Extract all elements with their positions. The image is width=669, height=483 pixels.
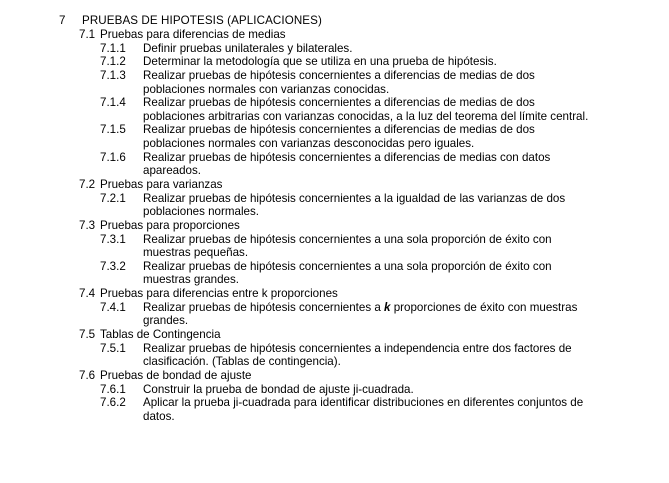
chapter-heading <box>0 14 669 28</box>
list-item <box>0 383 669 397</box>
section-title: Pruebas para diferencias entre k proporciones <box>100 286 338 300</box>
item-number: 7.6.1 <box>100 382 126 396</box>
item-number: 7.2.1 <box>100 191 126 205</box>
item-text-emphasis: k <box>384 300 391 314</box>
item-text: Construir la prueba de bondad de ajuste ji-cuadrada. <box>143 382 414 396</box>
item-number: 7.5.1 <box>100 341 126 355</box>
item-text-end: proporciones de éxito con muestras grandes. <box>143 300 578 328</box>
section-title: Pruebas para proporciones <box>100 218 240 232</box>
item-number: 7.1.1 <box>100 41 126 55</box>
item-number: 7.3.2 <box>100 259 126 273</box>
item-number: 7.4.1 <box>100 300 126 314</box>
item-number: 7.1.2 <box>100 55 126 69</box>
section-heading <box>0 287 669 301</box>
item-number: 7.1.4 <box>100 96 126 110</box>
item-text <box>143 301 591 328</box>
list-item <box>0 233 669 260</box>
list-item <box>0 301 669 328</box>
section-title: Tablas de Contingencia <box>100 327 221 341</box>
section-number: 7.6 <box>79 368 96 382</box>
item-text: Realizar pruebas de hipótesis concernientes a una sola proporción de éxito con muestras pequeñas. <box>143 232 552 260</box>
list-item <box>0 192 669 219</box>
list-item <box>0 69 669 96</box>
list-item <box>0 123 669 150</box>
item-text: Aplicar la prueba ji-cuadrada para identificar distribuciones en diferentes conjuntos de datos. <box>143 396 584 423</box>
list-item <box>0 55 669 69</box>
section-title: Pruebas de bondad de ajuste <box>100 368 252 382</box>
list-item <box>0 260 669 287</box>
item-number: 7.1.5 <box>100 123 126 137</box>
section-heading <box>0 369 669 383</box>
section-number: 7.3 <box>79 218 96 232</box>
item-number: 7.1.3 <box>100 68 126 82</box>
section-title: Pruebas para varianzas <box>100 177 223 191</box>
item-number: 7.3.1 <box>100 232 126 246</box>
section-number: 7.4 <box>79 286 96 300</box>
list-item <box>0 342 669 369</box>
item-number: 7.6.2 <box>100 396 126 410</box>
item-text: Definir pruebas unilaterales y bilaterales. <box>143 41 353 55</box>
chapter-title: PRUEBAS DE HIPOTESIS (APLICACIONES) <box>82 14 322 27</box>
item-text: Realizar pruebas de hipótesis concernientes a la igualdad de las varianzas de dos poblaciones normales. <box>143 191 566 219</box>
list-item <box>0 396 669 423</box>
item-number: 7.1.6 <box>100 150 126 164</box>
chapter-number: 7 <box>59 14 66 27</box>
section-heading <box>0 219 669 233</box>
section-title: Pruebas para diferencias de medias <box>100 28 286 41</box>
list-item <box>0 151 669 178</box>
section-number: 7.5 <box>79 327 96 341</box>
section-heading <box>0 328 669 342</box>
section-heading <box>0 178 669 192</box>
list-item <box>0 42 669 56</box>
list-item <box>0 96 669 123</box>
section-number: 7.2 <box>79 177 96 191</box>
section-number: 7.1 <box>79 28 96 41</box>
item-text: Realizar pruebas de hipótesis concernientes a diferencias de medias de dos poblaciones normales con varianzas desconocidas pero iguales. <box>143 123 535 150</box>
item-text: Realizar pruebas de hipótesis concernientes a diferencias de medias con datos apareados. <box>143 150 551 178</box>
item-text: Determinar la metodología que se utiliza en una prueba de hipótesis. <box>143 55 497 69</box>
item-text: Realizar pruebas de hipótesis concernientes a diferencias de medias de dos poblaciones normales con varianzas conocidas. <box>143 68 535 96</box>
item-text: Realizar pruebas de hipótesis concernientes a una sola proporción de éxito con muestras grandes. <box>143 259 552 287</box>
item-text-start: Realizar pruebas de hipótesis concernientes a <box>143 300 385 314</box>
section-heading <box>0 28 669 42</box>
item-text: Realizar pruebas de hipótesis concernientes a diferencias de medias de dos poblaciones arbitrarias con varianzas conocidas, a la luz del teorema del límite central. <box>143 96 589 123</box>
item-text: Realizar pruebas de hipótesis concernientes a independencia entre dos factores de clasificación. (Tablas de contingencia). <box>143 341 572 369</box>
document-outline <box>0 14 669 423</box>
